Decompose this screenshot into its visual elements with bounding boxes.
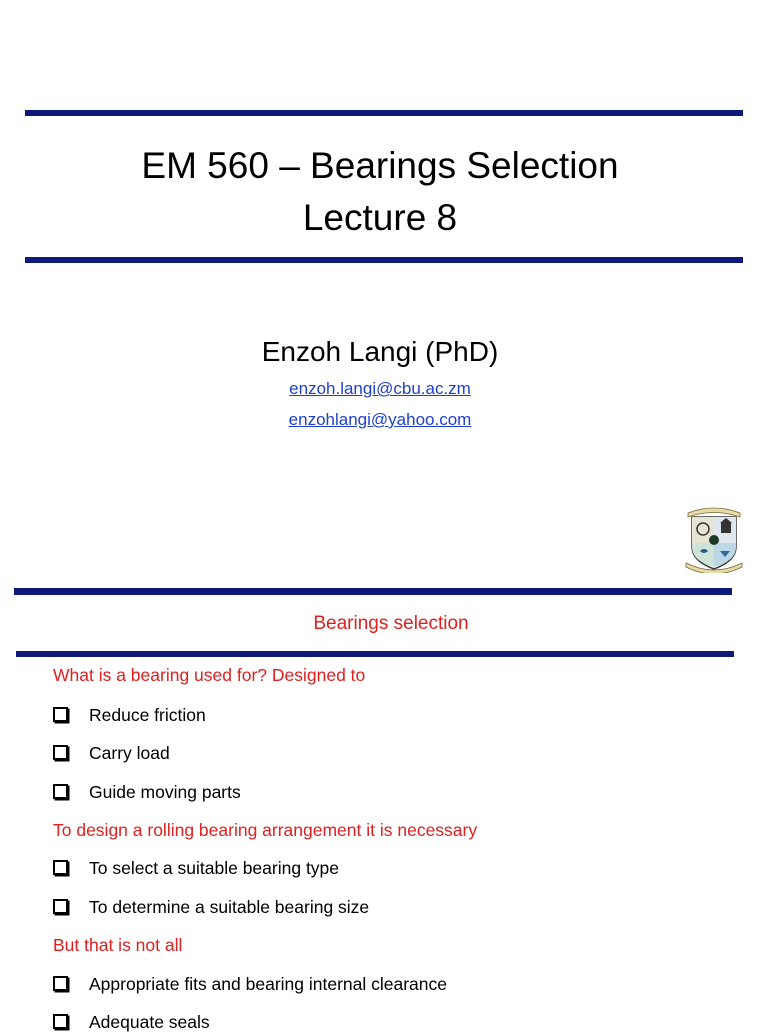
checkbox-bullet-icon — [53, 707, 68, 722]
section-top-divider — [14, 588, 732, 595]
bullet-text: To select a suitable bearing type — [89, 858, 340, 878]
bullet-text: Carry load — [89, 743, 170, 763]
checkbox-bullet-icon — [53, 860, 68, 875]
bullet-text: Adequate seals — [89, 1012, 210, 1032]
bullet-text: Guide moving parts — [89, 782, 241, 802]
checkbox-bullet-icon — [53, 784, 68, 799]
section-title: Bearings selection — [313, 613, 469, 634]
checkbox-bullet-icon — [53, 976, 68, 991]
design-heading: To design a rolling bearing arrangement it is necessary — [53, 820, 478, 840]
title-bottom-divider — [25, 257, 743, 263]
bullet-item — [53, 856, 339, 880]
bullet-item — [53, 780, 241, 804]
slide-subtitle: Lecture 8 — [302, 197, 458, 238]
bullet-text: Reduce friction — [89, 705, 206, 725]
author-email-link-1[interactable]: enzoh.langi@cbu.ac.zm — [289, 379, 471, 398]
bullet-item — [53, 741, 170, 765]
author-name: Enzoh Langi (PhD) — [261, 336, 499, 367]
bullet-item — [53, 972, 447, 996]
bullet-text: To determine a suitable bearing size — [89, 897, 370, 917]
checkbox-bullet-icon — [53, 745, 68, 760]
checkbox-bullet-icon — [53, 899, 68, 914]
checkbox-bullet-icon — [53, 1014, 68, 1029]
bullet-text: Appropriate fits and bearing internal clearance — [89, 974, 447, 994]
top-divider — [25, 110, 743, 116]
bullet-item — [53, 703, 206, 727]
bullet-item — [53, 1010, 210, 1034]
caveat-heading: But that is not all — [53, 935, 183, 955]
slide-title: EM 560 – Bearings Selection — [141, 145, 619, 186]
university-crest-logo — [684, 505, 744, 573]
section-bottom-divider — [16, 651, 734, 657]
author-email-link-2[interactable]: enzohlangi@yahoo.com — [288, 410, 472, 429]
bullet-item — [53, 895, 369, 919]
question-heading: What is a bearing used for? Designed to — [53, 665, 366, 685]
